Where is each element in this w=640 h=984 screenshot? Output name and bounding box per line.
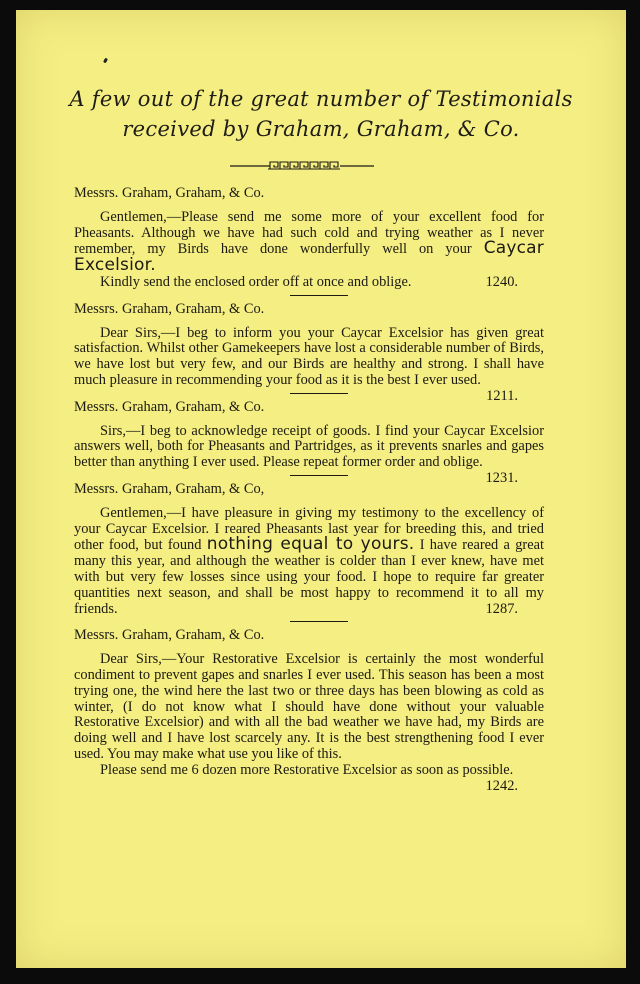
reference-number: 1240. xyxy=(485,273,518,290)
letter-paragraph xyxy=(74,506,544,618)
testimonial-letter xyxy=(74,186,544,291)
letter-paragraph xyxy=(74,652,544,763)
letter-paragraph xyxy=(74,275,544,291)
letter-paragraph xyxy=(74,422,544,486)
headline-line-2: received by Graham, Graham, & Co. xyxy=(122,117,520,141)
headline xyxy=(16,84,626,144)
testimonial-letter xyxy=(74,482,544,617)
section-divider xyxy=(290,475,348,476)
letter-paragraph xyxy=(74,761,544,794)
body-text: Dear Sirs,—Your Restorative Excelsior is certainly the most wonderful condiment to prevent gapes and snarles I ever used. This season has been a most trying one, the wind here the last two or three days has been blowing as cold as winter, (I do not know what I should have done without your valuable Restorative Excelsior) and with all the bad weather we have had, my Birds are doing well and I have lost scarcely any. It is the best strengthening food I ever used. You may make what use you like of this. xyxy=(74,651,544,762)
reference-number: 1287. xyxy=(485,600,518,617)
body-text: Kindly send the enclosed order off at once and oblige. xyxy=(100,273,412,290)
letter-salutation: Messrs. Graham, Graham, & Co. xyxy=(74,300,265,317)
testimonial-letter xyxy=(74,627,544,794)
letter-salutation: Messrs. Graham, Graham, & Co. xyxy=(74,398,265,415)
reference-number: 1242. xyxy=(485,777,518,794)
reference-number: 1211. xyxy=(486,387,518,404)
ink-speck xyxy=(103,58,108,64)
body-text: Gentlemen,—Please send me some more of your excellent food for Pheasants. Although we have had such cold and trying weather as I never remember, my Birds have done wonderfully well on your xyxy=(74,208,544,258)
letter-salutation: Messrs. Graham, Graham, & Co. xyxy=(74,627,265,644)
body-text: I have reared a great many this year, and although the weather is colder than I ever knew, have met with but very few losses since using your food. I hope to require far greater quantities next season, and shall be most happy to recommend it to all my friends. xyxy=(74,537,544,617)
letter-salutation: Messrs. Graham, Graham, & Co. xyxy=(74,185,265,201)
section-divider xyxy=(290,393,348,394)
testimonial-letter xyxy=(74,300,544,404)
section-divider xyxy=(290,295,348,296)
greek-key-ornament xyxy=(16,158,626,172)
testimonial-letter xyxy=(74,398,544,486)
emphasis-text: Caycar Excelsior. xyxy=(74,238,544,276)
body-text: Please send me 6 dozen more Restorative Excelsior as soon as possible. xyxy=(100,761,514,778)
emphasis-text: nothing equal to yours. xyxy=(206,534,415,555)
document-sheet xyxy=(16,10,626,968)
letter-salutation: Messrs. Graham, Graham, & Co, xyxy=(74,480,265,497)
reference-number: 1231. xyxy=(485,469,518,486)
letter-paragraph xyxy=(74,210,544,275)
body-text: Dear Sirs,—I beg to inform you your Caycar Excelsior has given great satisfaction. Whilst other Gamekeepers have lost a considerable number of Birds, we have lost but very few, and our Birds are healthy and strong. I shall have much pleasure in recommending your food as it is the best I ever used. xyxy=(74,324,544,388)
section-divider xyxy=(290,621,348,622)
headline-line-1: A few out of the great number of Testimonials xyxy=(69,87,573,111)
testimonials-list xyxy=(74,186,544,794)
letter-paragraph xyxy=(74,324,544,404)
body-text: Gentlemen,—I have pleasure in giving my testimony to the excellency of your Caycar Excelsior. I reared Pheasants last year for breeding this, and tried other food, but found xyxy=(74,504,544,554)
body-text: Sirs,—I beg to acknowledge receipt of goods. I find your Caycar Excelsior answers well, both for Pheasants and Partridges, as it prevents snarles and gapes better than anything I ever used. Please repeat former order and oblige. xyxy=(74,422,544,471)
